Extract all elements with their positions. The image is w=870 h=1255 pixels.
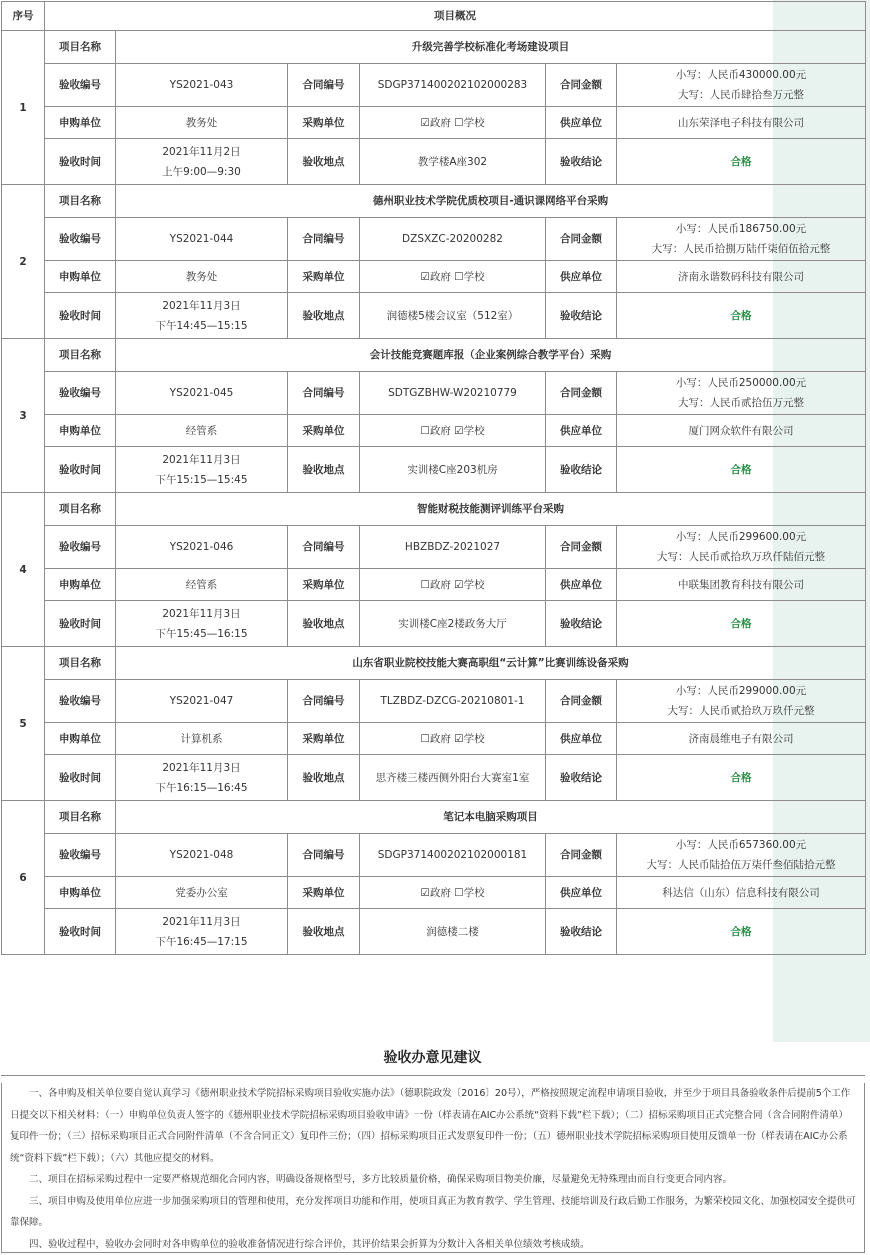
purchaser: ☐政府 ☑学校 bbox=[360, 723, 546, 755]
label-purchaser: 采购单位 bbox=[288, 261, 360, 293]
acceptance-no: YS2021-047 bbox=[116, 680, 288, 723]
acceptance-time bbox=[116, 909, 288, 955]
label-acceptance-time: 验收时间 bbox=[45, 755, 116, 801]
amount-upper: 大写：人民币拾捌万陆仟柒佰伍拾元整 bbox=[651, 243, 831, 255]
acceptance-no-row bbox=[2, 834, 866, 877]
label-purchaser: 采购单位 bbox=[288, 877, 360, 909]
label-supplier: 供应单位 bbox=[546, 415, 617, 447]
contract-no: TLZBDZ-DZCG-20210801-1 bbox=[360, 680, 546, 723]
supplier: 中联集团教育科技有限公司 bbox=[617, 569, 866, 601]
acceptance-hours: 下午16:15—16:45 bbox=[155, 781, 248, 794]
label-purchaser: 采购单位 bbox=[288, 107, 360, 139]
label-acceptance-time: 验收时间 bbox=[45, 447, 116, 493]
contract-amount bbox=[617, 372, 866, 415]
label-conclusion: 验收结论 bbox=[546, 601, 617, 647]
acceptance-place: 润德楼二楼 bbox=[360, 909, 546, 955]
label-applicant: 申购单位 bbox=[45, 107, 116, 139]
contract-amount bbox=[617, 680, 866, 723]
label-project-name: 项目名称 bbox=[45, 31, 116, 64]
label-acceptance-place: 验收地点 bbox=[288, 139, 360, 185]
label-acceptance-no: 验收编号 bbox=[45, 680, 116, 723]
label-conclusion: 验收结论 bbox=[546, 139, 617, 185]
overview-header: 项目概况 bbox=[45, 2, 866, 31]
label-acceptance-place: 验收地点 bbox=[288, 755, 360, 801]
acceptance-no: YS2021-044 bbox=[116, 218, 288, 261]
label-acceptance-time: 验收时间 bbox=[45, 601, 116, 647]
label-supplier: 供应单位 bbox=[546, 723, 617, 755]
label-applicant: 申购单位 bbox=[45, 877, 116, 909]
project-name: 笔记本电脑采购项目 bbox=[116, 801, 866, 834]
acceptance-time-row bbox=[2, 447, 866, 493]
amount-lower: 小写：人民币657360.00元 bbox=[675, 839, 807, 851]
label-acceptance-no: 验收编号 bbox=[45, 526, 116, 569]
acceptance-no: YS2021-045 bbox=[116, 372, 288, 415]
label-acceptance-place: 验收地点 bbox=[288, 293, 360, 339]
contract-no: DZSXZC-20200282 bbox=[360, 218, 546, 261]
label-purchaser: 采购单位 bbox=[288, 723, 360, 755]
acceptance-no-row bbox=[2, 680, 866, 723]
label-project-name: 项目名称 bbox=[45, 801, 116, 834]
project-name-row bbox=[2, 801, 866, 834]
label-purchaser: 采购单位 bbox=[288, 569, 360, 601]
label-applicant: 申购单位 bbox=[45, 415, 116, 447]
purchaser: ☑政府 ☐学校 bbox=[360, 877, 546, 909]
acceptance-no-row bbox=[2, 218, 866, 261]
supplier: 科达信（山东）信息科技有限公司 bbox=[617, 877, 866, 909]
advice-body bbox=[1, 1083, 865, 1253]
acceptance-no-row bbox=[2, 64, 866, 107]
contract-amount bbox=[617, 834, 866, 877]
label-conclusion: 验收结论 bbox=[546, 447, 617, 493]
conclusion: 合格 bbox=[617, 909, 866, 955]
unit-row bbox=[2, 569, 866, 601]
project-name-row bbox=[2, 31, 866, 64]
acceptance-time bbox=[116, 601, 288, 647]
label-acceptance-time: 验收时间 bbox=[45, 139, 116, 185]
contract-no: SDGP371400202102000283 bbox=[360, 64, 546, 107]
acceptance-time bbox=[116, 139, 288, 185]
acceptance-no-row bbox=[2, 526, 866, 569]
acceptance-place: 实训楼C座2楼政务大厅 bbox=[360, 601, 546, 647]
purchaser: ☑政府 ☐学校 bbox=[360, 107, 546, 139]
label-contract-amount: 合同金额 bbox=[546, 834, 617, 877]
label-acceptance-no: 验收编号 bbox=[45, 218, 116, 261]
acceptance-time-row bbox=[2, 139, 866, 185]
label-project-name: 项目名称 bbox=[45, 493, 116, 526]
acceptance-time bbox=[116, 293, 288, 339]
conclusion: 合格 bbox=[617, 755, 866, 801]
amount-lower: 小写：人民币430000.00元 bbox=[675, 69, 807, 81]
project-name: 德州职业技术学院优质校项目-通识课网络平台采购 bbox=[116, 185, 866, 218]
acceptance-no: YS2021-046 bbox=[116, 526, 288, 569]
amount-lower: 小写：人民币250000.00元 bbox=[675, 377, 807, 389]
contract-no: HBZBDZ-2021027 bbox=[360, 526, 546, 569]
acceptance-time bbox=[116, 447, 288, 493]
acceptance-hours: 下午15:45—16:15 bbox=[155, 627, 248, 640]
acceptance-place: 实训楼C座203机房 bbox=[360, 447, 546, 493]
acceptance-no: YS2021-043 bbox=[116, 64, 288, 107]
seq-cell: 4 bbox=[2, 493, 45, 647]
project-name: 智能财税技能测评训练平台采购 bbox=[116, 493, 866, 526]
acceptance-place: 教学楼A座302 bbox=[360, 139, 546, 185]
label-contract-no: 合同编号 bbox=[288, 218, 360, 261]
supplier: 济南晨维电子有限公司 bbox=[617, 723, 866, 755]
acceptance-date: 2021年11月3日 bbox=[162, 299, 241, 312]
label-acceptance-no: 验收编号 bbox=[45, 372, 116, 415]
acceptance-date: 2021年11月3日 bbox=[162, 607, 241, 620]
acceptance-time-row bbox=[2, 601, 866, 647]
acceptance-time-row bbox=[2, 909, 866, 955]
contract-amount bbox=[617, 526, 866, 569]
acceptance-time-row bbox=[2, 755, 866, 801]
label-supplier: 供应单位 bbox=[546, 877, 617, 909]
acceptance-hours: 上午9:00—9:30 bbox=[162, 165, 241, 178]
contract-amount bbox=[617, 218, 866, 261]
applicant: 党委办公室 bbox=[116, 877, 288, 909]
label-contract-no: 合同编号 bbox=[288, 372, 360, 415]
advice-paragraph: 二、项目在招标采购过程中一定要严格规范细化合同内容，明确设备规格型号，多方比较质量价格，确保采购项目物美价廉，尽量避免无特殊理由而自行变更合同内容。 bbox=[29, 1174, 733, 1185]
acceptance-table bbox=[1, 1, 866, 955]
amount-lower: 小写：人民币299600.00元 bbox=[675, 531, 807, 543]
seq-cell: 6 bbox=[2, 801, 45, 955]
project-name: 升级完善学校标准化考场建设项目 bbox=[116, 31, 866, 64]
amount-upper: 大写：人民币肆拾叁万元整 bbox=[678, 89, 805, 101]
label-contract-no: 合同编号 bbox=[288, 834, 360, 877]
label-conclusion: 验收结论 bbox=[546, 755, 617, 801]
contract-amount bbox=[617, 64, 866, 107]
acceptance-date: 2021年11月2日 bbox=[162, 145, 241, 158]
unit-row bbox=[2, 415, 866, 447]
acceptance-date: 2021年11月3日 bbox=[162, 915, 241, 928]
label-project-name: 项目名称 bbox=[45, 647, 116, 680]
label-acceptance-place: 验收地点 bbox=[288, 447, 360, 493]
acceptance-date: 2021年11月3日 bbox=[162, 761, 241, 774]
purchaser: ☐政府 ☑学校 bbox=[360, 415, 546, 447]
label-applicant: 申购单位 bbox=[45, 569, 116, 601]
applicant: 教务处 bbox=[116, 107, 288, 139]
seq-cell: 1 bbox=[2, 31, 45, 185]
conclusion: 合格 bbox=[617, 293, 866, 339]
label-contract-amount: 合同金额 bbox=[546, 372, 617, 415]
conclusion: 合格 bbox=[617, 601, 866, 647]
seq-cell: 5 bbox=[2, 647, 45, 801]
unit-row bbox=[2, 107, 866, 139]
project-name-row bbox=[2, 185, 866, 218]
label-acceptance-time: 验收时间 bbox=[45, 293, 116, 339]
conclusion: 合格 bbox=[617, 447, 866, 493]
seq-header: 序号 bbox=[2, 2, 45, 31]
table-header-row bbox=[2, 2, 866, 31]
applicant: 计算机系 bbox=[116, 723, 288, 755]
label-supplier: 供应单位 bbox=[546, 261, 617, 293]
purchaser: ☐政府 ☑学校 bbox=[360, 569, 546, 601]
project-name: 会计技能竞赛题库报（企业案例综合教学平台）采购 bbox=[116, 339, 866, 372]
label-contract-amount: 合同金额 bbox=[546, 526, 617, 569]
advice-paragraph: 四、验收过程中，验收办会同时对各申购单位的验收准备情况进行综合评价，其评价结果会折算为分数计入各相关单位绩效考核成绩。 bbox=[29, 1238, 590, 1250]
supplier: 厦门网众软件有限公司 bbox=[617, 415, 866, 447]
unit-row bbox=[2, 723, 866, 755]
label-contract-amount: 合同金额 bbox=[546, 680, 617, 723]
label-applicant: 申购单位 bbox=[45, 723, 116, 755]
amount-upper: 大写：人民币贰拾玖万玖仟陆佰元整 bbox=[657, 551, 826, 563]
amount-lower: 小写：人民币186750.00元 bbox=[675, 223, 807, 235]
label-acceptance-no: 验收编号 bbox=[45, 834, 116, 877]
acceptance-no-row bbox=[2, 372, 866, 415]
label-conclusion: 验收结论 bbox=[546, 293, 617, 339]
label-conclusion: 验收结论 bbox=[546, 909, 617, 955]
acceptance-no: YS2021-048 bbox=[116, 834, 288, 877]
acceptance-place: 润德楼5楼会议室（512室） bbox=[360, 293, 546, 339]
applicant: 经管系 bbox=[116, 569, 288, 601]
unit-row bbox=[2, 877, 866, 909]
amount-lower: 小写：人民币299000.00元 bbox=[675, 685, 807, 697]
label-contract-amount: 合同金额 bbox=[546, 64, 617, 107]
amount-upper: 大写：人民币陆拾伍万柒仟叁佰陆拾元整 bbox=[646, 859, 836, 871]
label-acceptance-place: 验收地点 bbox=[288, 601, 360, 647]
label-contract-amount: 合同金额 bbox=[546, 218, 617, 261]
label-contract-no: 合同编号 bbox=[288, 64, 360, 107]
divider bbox=[1, 1075, 865, 1076]
supplier: 济南永谐数码科技有限公司 bbox=[617, 261, 866, 293]
project-name-row bbox=[2, 339, 866, 372]
purchaser: ☑政府 ☐学校 bbox=[360, 261, 546, 293]
project-name: 山东省职业院校技能大赛高职组“云计算”比赛训练设备采购 bbox=[116, 647, 866, 680]
label-purchaser: 采购单位 bbox=[288, 415, 360, 447]
advice-title: 验收办意见建议 bbox=[383, 1050, 482, 1066]
label-project-name: 项目名称 bbox=[45, 339, 116, 372]
contract-no: SDGP371400202102000181 bbox=[360, 834, 546, 877]
label-contract-no: 合同编号 bbox=[288, 680, 360, 723]
advice-paragraph: 三、项目申购及使用单位应进一步加强采购项目的管理和使用，充分发挥项目功能和作用，使项目真正为教育教学、学生管理、技能培训及行政后勤工作服务，为繁荣校园文化、加强校园安全提供可靠保障。 bbox=[10, 1195, 856, 1228]
applicant: 经管系 bbox=[116, 415, 288, 447]
acceptance-hours: 下午14:45—15:15 bbox=[155, 319, 248, 332]
acceptance-hours: 下午15:15—15:45 bbox=[155, 473, 248, 486]
label-acceptance-place: 验收地点 bbox=[288, 909, 360, 955]
label-project-name: 项目名称 bbox=[45, 185, 116, 218]
applicant: 教务处 bbox=[116, 261, 288, 293]
label-supplier: 供应单位 bbox=[546, 107, 617, 139]
label-acceptance-time: 验收时间 bbox=[45, 909, 116, 955]
amount-upper: 大写：人民币贰拾伍万元整 bbox=[678, 397, 805, 409]
seq-cell: 2 bbox=[2, 185, 45, 339]
supplier: 山东荣泽电子科技有限公司 bbox=[617, 107, 866, 139]
acceptance-hours: 下午16:45—17:15 bbox=[155, 935, 248, 948]
label-applicant: 申购单位 bbox=[45, 261, 116, 293]
contract-no: SDTGZBHW-W20210779 bbox=[360, 372, 546, 415]
project-name-row bbox=[2, 493, 866, 526]
acceptance-place: 思齐楼三楼西侧外阳台大赛室1室 bbox=[360, 755, 546, 801]
seq-cell: 3 bbox=[2, 339, 45, 493]
label-acceptance-no: 验收编号 bbox=[45, 64, 116, 107]
label-contract-no: 合同编号 bbox=[288, 526, 360, 569]
amount-upper: 大写：人民币贰拾玖万玖仟元整 bbox=[667, 705, 815, 717]
acceptance-time-row bbox=[2, 293, 866, 339]
label-supplier: 供应单位 bbox=[546, 569, 617, 601]
acceptance-time bbox=[116, 755, 288, 801]
unit-row bbox=[2, 261, 866, 293]
project-name-row bbox=[2, 647, 866, 680]
acceptance-date: 2021年11月3日 bbox=[162, 453, 241, 466]
conclusion: 合格 bbox=[617, 139, 866, 185]
advice-paragraph: 一、各申购及相关单位要自觉认真学习《德州职业技术学院招标采购项目验收实施办法》（德职院政发〔2016〕20号），严格按照规定流程申请项目验收，并至少于项目具备验收条件后提前5个工作日提交以下相关材料：（一）申购单位负责人签字的《德州职业技术学院招标采购项目验收申请》一份（样表请在AIC办公系统“资料下载”栏下载）；（二）招标采购项目正式完整合同（含合同附件清单）复印件一份；（三）招标采购项目正式合同附件清单（不含合同正文）复印件三份；（四）招标采购项目正式发票复印件一份；（五）德州职业技术学院招标采购项目使用反馈单一份（样表请在AIC办公系统“资料下载”栏下载）；（六）其他应提交的材料。 bbox=[10, 1088, 851, 1164]
